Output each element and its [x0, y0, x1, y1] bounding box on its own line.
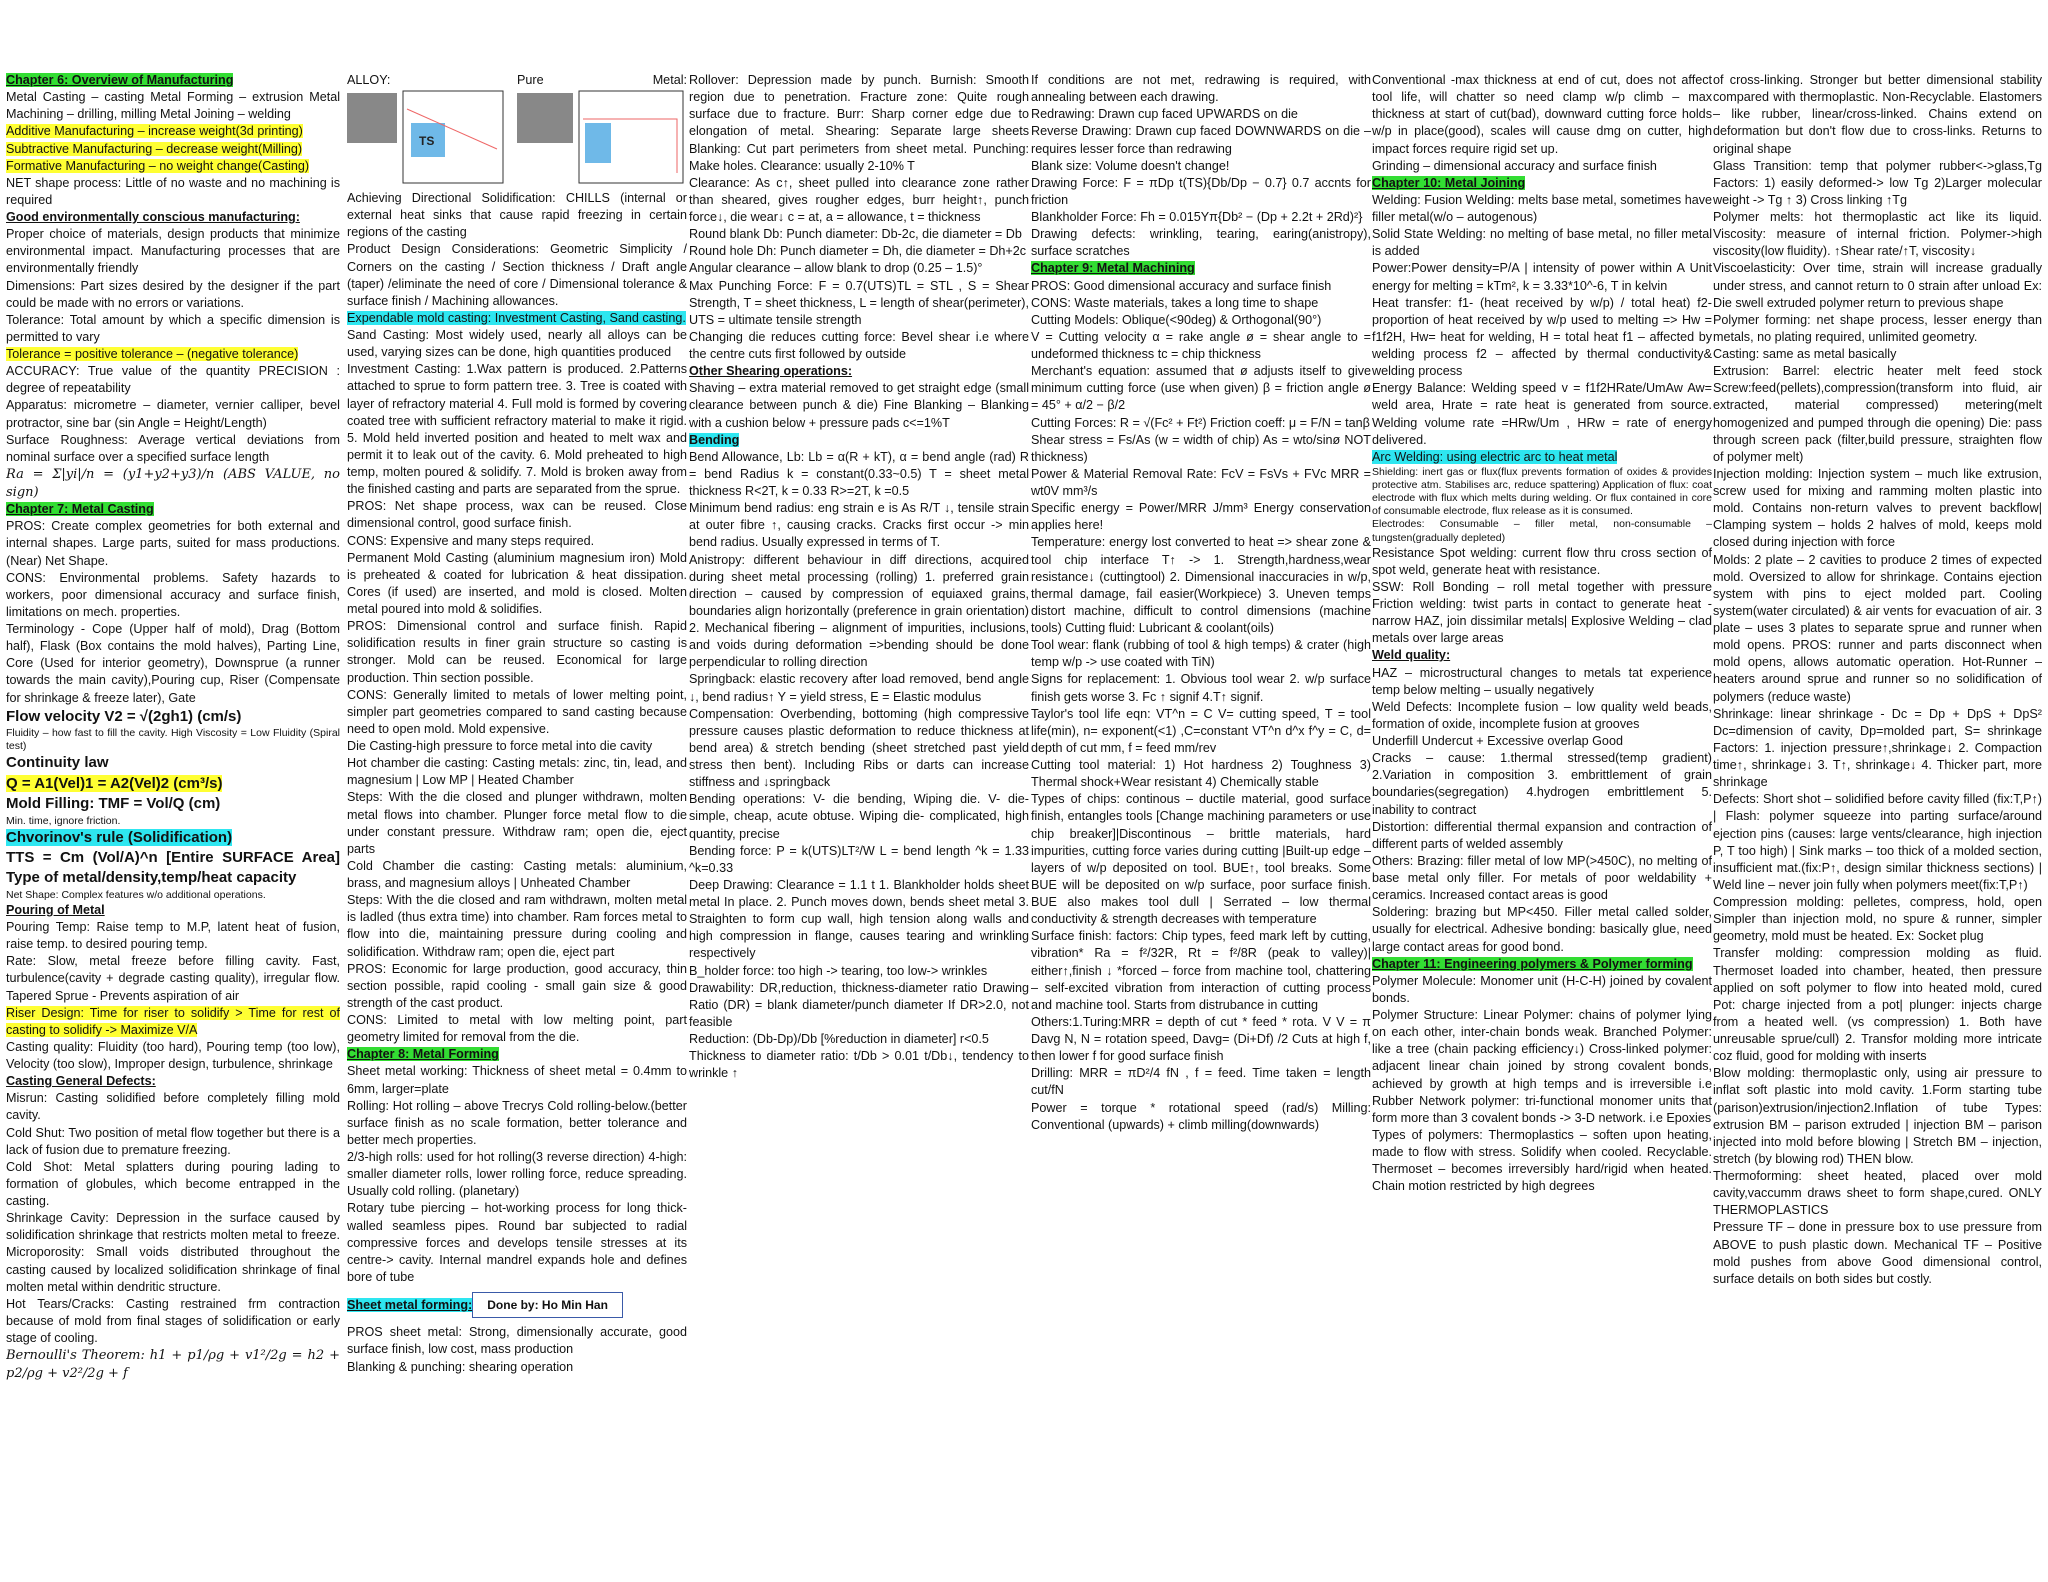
c6-paragraph: Injection molding: Injection system – much like extrusion, screw used for mixing and ramming molten plastic into mold. Contains non-return valves to prevent backflow| Clamping system – holds 2 halves of mold, keeps mold closed during injection with force: [1713, 466, 2042, 550]
c5-paragraph: Power:Power density=P/A | intensity of power within A Unit energy for melting = kTm², k = 3.33*10^-6, T in kelvin: [1372, 261, 1712, 293]
c2-paragraph: Chapter 8: Metal Forming: [347, 1047, 499, 1062]
c3-paragraph: Shaving – extra material removed to get straight edge (small clearance between punch & die) Fine Blanking – Blanking with a cushion below + pressure pads c<=1%T: [689, 381, 1029, 430]
c6-paragraph: Blow molding: thermoplastic only, using air pressure to inflat soft plastic into mold cavity. 1.Form starting tube (parison)extrusion/injection2.Inflation of tube Types: extrusion BM – parison extruded | injection BM – parison injected into mold before blowing | Stretch BM – injection, stretch (by blowing rod) THEN blow.: [1713, 1066, 2042, 1166]
c4-paragraph: Power = torque * rotational speed (rad/s) Milling: Conventional (upwards) + climb milling(downwards): [1031, 1100, 1371, 1132]
c1-paragraph: Good environmentally conscious manufacturing:: [6, 210, 300, 224]
pure-metal-phase-diagram: [517, 89, 687, 189]
c2-paragraph: CONS: Expensive and many steps required.: [347, 533, 595, 548]
c4-paragraph: Drilling: MRR = πD²/4 fN , f = feed. Time taken = length cut/fN: [1031, 1066, 1371, 1098]
c5-paragraph: Soldering: brazing but MP<450. Filler metal called solder, usually for electrical. Adhesive bonding: basically glue, need large contact areas for good bond.: [1372, 905, 1712, 954]
c5-paragraph: Polymer Structure: Linear Polymer: chains of polymer lying on each other, inter-chain bonds weak. Branched Polymer: like a tree (chain packing efficiency↓) Cross-linked polymer: adjacent linear chain joined by strong covalent bonds, achieved by growth at high temps and is irreversible i.e Rubber Network polymer: tri-functional monomer units that form more than 3 covalent bonds -> 3-D network. i.e Epoxies: [1372, 1008, 1712, 1125]
c6-paragraph: Molds: 2 plate – 2 cavities to produce 2 times of expected mold. Oversized to allow for shrinkage. Contains ejection system with pins to eject molded part. Cooling system(water circulated) & air vents for evacuation of air. 3 plate – uses 3 plates to separate sprue and runner when mold opens. PROS: runner and parts disconnect when mold opens, allows automatic operation. Hot-Runner – heaters around sprue and runner so no solidification of polymers (reduce waste): [1713, 552, 2042, 704]
c5-paragraph: Weld quality:: [1372, 648, 1451, 663]
c1-paragraph: PROS: Create complex geometries for both external and internal shapes. Large parts, suited for mass productions. (Near) Net Shape.: [6, 519, 340, 568]
c1-paragraph: Casting quality: Fluidity (too hard), Pouring temp (too low), Velocity (too slow), Improper design, turbulence, shrinkage: [6, 1039, 340, 1072]
c4-paragraph: V = Cutting velocity α = rake angle ø = shear angle to = undeformed thickness tc = chip thickness: [1031, 329, 1371, 361]
c2-paragraph: PROS sheet metal: Strong, dimensionally accurate, good surface finish, low cost, mass production: [347, 1325, 687, 1357]
c3-paragraph: Anistropy: different behaviour in diff directions, acquired during sheet metal processing (rolling) 1. preferred grain direction – caused by compression of equiaxed grains, boundaries align horizontally (preference in grain orientation) 2. Mechanical fibering – alignment of impurities, inclusions, and voids during deformation =>bending should be done perpendicular to rolling direction: [689, 552, 1029, 670]
c2-paragraph: Hot chamber die casting: Casting metals: zinc, tin, lead, and magnesium | Low MP | Heated Chamber: [347, 756, 687, 788]
c4-paragraph: Types of chips: continous – ductile material, good surface finish, entangles tools [Change machining parameters or use chip breaker]|Discontinous – brittle materials, hard impurities, cutting force varies during cutting |Built-up edge – layers of w/p deposited on tool. BUE↑, tool breaks. Some BUE will be deposited on w/p surface, poor surface finish. BUE also makes tool dull | Serrated – low thermal conductivity & strength decreases with temperature: [1031, 792, 1371, 927]
column-5: [1372, 72, 1712, 1582]
c4-paragraph: Temperature: energy lost converted to heat => shear zone & tool chip interface T↑ -> 1. Strength,hardness,wear resistance↓ (cuttingtool) 2. Dimensional inaccuracies in w/p, thermal damage, fail easier(Workpiece) 3. Uneven temps distort machine, difficult to control dimensions (machine tools) Cutting fluid: Lubricant & coolant(oils): [1031, 535, 1371, 635]
c5-paragraph: Cracks – cause: 1.thermal stressed(temp gradient) 2.Variation in composition 3. embrittlement of grain boundaries(segregation) 4.hydrogen embrittlement 5. inability to contract: [1372, 751, 1712, 817]
c6-paragraph: Glass Transition: temp that polymer rubber<->glass,Tg Factors: 1) easily deformed-> low Tg 2)Larger molecular weight -> Tg ↑ 3) Cross linking ↑Tg: [1713, 158, 2042, 207]
c6-paragraph: Thermoforming: sheet heated, placed over mold cavity,vaccumm draws sheet to form shape,cured. ONLY THERMOPLASTICS: [1713, 1169, 2042, 1218]
c5-paragraph: Others: Brazing: filler metal of low MP(>450C), no melting of base metal only filler. For metals of poor weldability + ceramics. Increased contact areas is good: [1372, 853, 1712, 903]
c1-paragraph: Pouring of Metal: [6, 902, 105, 917]
c3-paragraph: Rollover: Depression made by punch. Burnish: Smooth region due to penetration. Fracture zone: Quite rough surface due to fracture. Burr: Sharp corner edge due to elongation of metal. Shearing: Separate large sheets Blanking: Cut part perimeters from sheet metal. Punching: Make holes. Clearance: usually 2-10% T: [689, 73, 1029, 173]
c5-paragraph: Types of polymers: Thermoplastics – soften upon heating, made to flow with stress. Solidify when cooled. Recyclable. Thermoset – becomes irreversibly hard/rigid when heated. Chain motion restricted by high degrees: [1372, 1127, 1712, 1194]
c1-paragraph: Chapter 7: Metal Casting: [6, 502, 154, 517]
c1-paragraph: Proper choice of materials, design products that minimize environmental impact. Manufacturing processes that are environmentally friendly: [6, 227, 340, 276]
c2-paragraph: Sand Casting: Most widely used, nearly all alloys can be used, varying sizes can be done, high quantities produced: [347, 328, 687, 360]
c1-paragraph: Pouring Temp: Raise temp to M.P, latent heat of fusion, raise temp. to desired pouring temp.: [6, 920, 340, 952]
c1-paragraph: Shrinkage Cavity: Depression in the surface caused by solidification shrinkage that restricts molten metal to freeze. Microporosity: Small voids distributed throughout the casting caused by localized solidification shrinkage of final molten metal within dendritic structure.: [6, 1211, 340, 1294]
c4-paragraph: Merchant's equation: assumed that ø adjusts itself to give minimum cutting force (use when given) β = friction angle ø = 45° + α/2 − β/2: [1031, 364, 1371, 413]
c3-paragraph: Max Punching Force: F = 0.7(UTS)TL = STL , S = Shear Strength, T = sheet thickness, L = length of shear(perimeter), UTS = ultimate tensile strength: [689, 278, 1029, 327]
c1-paragraph: NET shape process: Little of no waste and no machining is required: [6, 175, 340, 207]
c2-paragraph: Cold Chamber die casting: Casting metals: aluminium, brass, and magnesium alloys | Unheated Chamber: [347, 858, 687, 890]
c1-paragraph: Subtractive Manufacturing – decrease weight(Milling): [6, 141, 303, 156]
c5-paragraph: Resistance Spot welding: current flow thru cross section of spot weld, generate heat with resistance.: [1372, 545, 1712, 577]
c4-paragraph: CONS: Waste materials, takes a long time to shape: [1031, 295, 1319, 310]
c3-paragraph: Reduction: (Db-Dp)/Db [%reduction in diameter] r<0.5: [689, 1032, 989, 1046]
alloy-phase-diagram: [347, 89, 507, 189]
c5-paragraph: SSW: Roll Bonding – roll metal together with pressure Friction welding: twist parts in contact to generate heat - narrow HAZ, join dissimilar metals| Explosive Welding – clad metals over large areas: [1372, 579, 1712, 646]
c1-paragraph: Metal Casting – casting Metal Forming – extrusion Metal Machining – drilling, milling Metal Joining – welding: [6, 90, 340, 122]
c1-paragraph: Misrun: Casting solidified before completely filling mold cavity.: [6, 1091, 340, 1123]
column-1: [6, 72, 340, 1582]
c1-paragraph: Dimensions: Part sizes desired by the designer if the part could be made with no errors or variations.: [6, 278, 340, 310]
c4-paragraph: Drawing defects: wrinkling, tearing, earing(anistropy), surface scratches: [1031, 227, 1371, 259]
c2-paragraph: Sheet metal forming:: [347, 1298, 473, 1312]
c4-paragraph: Cutting Models: Oblique(<90deg) & Orthogonal(90°): [1031, 312, 1322, 327]
c4-paragraph: Surface finish: factors: Chip types, feed mark left by cutting, vibration* Ra = f²/32R, Rt = f²/8R (peak to valley)| either↑,finish ↓ *forced – force from machine tool, chattering – self-excited vibration from interaction of cutting process and machine tool. Starts from distrubance in cutting: [1031, 929, 1371, 1012]
c4-paragraph: Redrawing: Drawn cup faced UPWARDS on die: [1031, 107, 1298, 122]
c2-paragraph: Steps: With the die closed and ram withdrawn, molten metal is ladled (thus extra time) into chamber. Ram forces metal to flow into die, maintaining pressure during cooling and solidification. Withdraw ram; open die, eject part: [347, 893, 687, 959]
c2-paragraph: Steps: With the die closed and plunger withdrawn, molten metal flows into chamber. Plunger force metal flow to die under constant pressure. Withdraw ram; open die, eject parts: [347, 790, 687, 856]
c2-paragraph: PROS: Net shape process, wax can be reused. Close dimensional control, good surface finish.: [347, 499, 687, 531]
c1-paragraph: TTS = Cm (Vol/A)^n [Entire SURFACE Area] Type of metal/density,temp/heat capacity: [6, 849, 340, 887]
c6-paragraph: Extrusion: Barrel: electric heater melt feed stock Screw:feed(pellets),compression(transform into fluid, air extracted, material compressed) metering(melt homogenized and pumped through die opening) Die: pass through screen pack (filter,build pressure, straighten flow of polymer melt): [1713, 364, 2042, 464]
c1-paragraph: Apparatus: micrometre – diameter, vernier calliper, bevel protractor, sine bar (sin Angle = Height/Length): [6, 398, 340, 430]
column-3: [689, 72, 1029, 1582]
c2-paragraph: Rotary tube piercing – hot-working process for long thick-walled seamless pipes. Round bar subjected to radial compressive forces and develops tensile stresses at its centre-> cavity. Internal mandrel expands hole and defines bore of tube: [347, 1201, 687, 1284]
c3-paragraph: B_holder force: too high -> tearing, too low-> wrinkles: [689, 963, 988, 978]
c5-paragraph: Arc Welding: using electric arc to heat metal: [1372, 449, 1618, 464]
c5-paragraph: HAZ – microstructural changes to metals tat experience temp below melting – usually negatively: [1372, 665, 1712, 697]
c1-paragraph: Chvorinov's rule (Solidification): [6, 828, 233, 846]
c1-paragraph: Surface Roughness: Average vertical deviations from nominal surface over a specified surface length: [6, 432, 340, 464]
c4-paragraph: If conditions are not met, redrawing is required, with annealing between each drawing.: [1031, 73, 1371, 105]
c2-paragraph: Product Design Considerations: Geometric Simplicity / Corners on the casting / Section thickness / Draft angle (taper) /eliminate the need of core / Dimensional tolerance & surface finish / Machining allowances.: [347, 242, 687, 308]
c5-paragraph: Welding: Fusion Welding: melts base metal, sometimes have filler metal(w/o – autogenous): [1372, 192, 1712, 224]
c2-paragraph: Sheet metal working: Thickness of sheet metal = 0.4mm to 6mm, larger=plate: [347, 1064, 687, 1096]
c3-paragraph: Angular clearance – allow blank to drop (0.25 – 1.5)°: [689, 261, 983, 276]
c4-paragraph: Cutting Forces: R = √(Fc² + Ft²) Friction coeff: μ = F/N = tanβ: [1031, 415, 1370, 430]
c1-paragraph: Formative Manufacturing – no weight change(Casting): [6, 158, 310, 173]
c5-paragraph: Polymer Molecule: Monomer unit (H-C-H) joined by covalent bonds.: [1372, 973, 1712, 1005]
c4-paragraph: Signs for replacement: 1. Obvious tool wear 2. w/p surface finish gets worse 3. Fc ↑ signif 4.T↑ signif.: [1031, 672, 1371, 704]
c3-paragraph: Other Shearing operations:: [689, 364, 853, 379]
alloy-label: ALLOY:: [347, 73, 391, 87]
c1-paragraph: Q = A1(Vel)1 = A2(Vel)2 (cm³/s): [6, 774, 223, 792]
c5-paragraph: Underfill Undercut + Excessive overlap Good: [1372, 734, 1623, 748]
c3-paragraph: Compensation: Overbending, bottoming (high compressive pressure causes plastic deformation to reduce thickness at bend area) & stretch bending (sheet stretched past yield stress then bent). Including Ribs or darts can increase stiffness and ↓springback: [689, 706, 1029, 790]
c1-paragraph: Continuity law: [6, 754, 109, 772]
c3-paragraph: Minimum bend radius: eng strain e is As R/T ↓, tensile strain at outer fibre ↑, causing cracks. Cracks first occur -> min bend radius. Usually expressed in terms of T.: [689, 501, 1029, 550]
c6-paragraph: Polymer melts: hot thermoplastic act like its liquid. Viscosity: measure of internal friction. Polymer->high viscosity(low fluidity). ↑Shear rate/↑T, viscosity↓: [1713, 210, 2042, 259]
c1-paragraph: Min. time, ignore friction.: [6, 814, 121, 827]
c3-paragraph: Bending operations: V- die bending, Wiping die. V- die- simple, cheap, acute obtuse. Wiping die- complicated, high quantity, precise: [689, 792, 1029, 841]
c4-paragraph: Specific energy = Power/MRR J/mm³ Energy conservation applies here!: [1031, 501, 1371, 533]
c5-paragraph: Conventional -max thickness at end of cut, does not affect tool life, will chatter so need clamp w/p climb – max thickness at start of cut(bad), downward cutting force holds w/p in place(good), scales will cause dmg on cutter, high impact forces require rigid set up.: [1372, 73, 1712, 156]
phase-diagram-figures: [347, 72, 687, 190]
c3-paragraph: Bend Allowance, Lb: Lb = α(R + kT), α = bend angle (rad) R = bend Radius k = constant(0.33~0.5) T = sheet metal thickness R<2T, k = 0.33 R>=2T, k =0.5: [689, 449, 1029, 498]
column-2-text: [347, 190, 687, 1376]
column-6: [1713, 72, 2042, 1582]
c1-paragraph: Hot Tears/Cracks: Casting restrained frm contraction because of mold from final stages of solidification or early stage of cooling.: [6, 1296, 340, 1346]
c1-paragraph: ACCURACY: True value of the quantity PRECISION : degree of repeatability: [6, 364, 340, 396]
c1-paragraph: Cold Shot: Metal splatters during pouring lading to formation of globules, which become entrapped in the casting.: [6, 1159, 340, 1209]
c3-paragraph: Deep Drawing: Clearance = 1.1 t 1. Blankholder holds sheet metal In place. 2. Punch moves down, bends sheet metal 3. Straighten to form cup wall, high tension along walls and high compression in flange, causes tearing and wrinkling respectively: [689, 877, 1029, 961]
alloy-figure: [347, 72, 507, 194]
c5-paragraph: Heat transfer: f1- (heat received by w/p) / total heat) f2- proportion of heat received by w/p used to melting => Hw = f1f2H, Hw= heat for welding, H = total heat f1 – affected by welding process f2 – affected by thermal conductivity& welding process: [1372, 295, 1712, 379]
c5-paragraph: Chapter 11: Engineering polymers & Polymer forming: [1372, 956, 1693, 971]
c2-paragraph: Achieving Directional Solidification: CHILLS (internal or external heat sinks that cause rapid freezing in certain regions of the casting: [347, 191, 687, 240]
c6-paragraph: Casting: same as metal basically: [1713, 347, 1897, 361]
c1-paragraph: CONS: Environmental problems. Safety hazards to workers, poor dimensional accuracy and surface finish, limitations on mech. properties.: [6, 570, 340, 619]
column-2: [347, 72, 687, 1582]
c5-paragraph: Grinding – dimensional accuracy and surface finish: [1372, 158, 1657, 173]
c1-paragraph: Mold Filling: TMF = Vol/Q (cm): [6, 795, 221, 813]
c1-paragraph: Net Shape: Complex features w/o additional operations.: [6, 888, 266, 901]
c2-paragraph: 2/3-high rolls: used for hot rolling(3 reverse direction) 4-high: smaller diameter rolls, lower rolling force, reduce spreading. Usually cold rolling. (planetary): [347, 1150, 687, 1199]
c6-paragraph: of cross-linking. Stronger but better dimensional stability compared with thermoplastic. Non-Recyclable. Elastomers – like rubber, linear/cross-linked. Chains extend on deformation but don't flow due to cross-links. Returns to original shape: [1713, 73, 2042, 156]
c6-paragraph: Transfer molding: compression molding as fluid. Thermoset loaded into chamber, heated, then pressure applied on soft polymer to flow into heated mold, cured Pot: charge injected from a pot| plunger: injects charge from a heated well. (vs compression) 1. Both have unreusable sprue/cull) 2. Transfor molding more intricate coz fluid, good for molding with inserts: [1713, 946, 2042, 1064]
c4-paragraph: Cutting tool material: 1) Hot hardness 2) Toughness 3) Thermal shock+Wear resistant 4) Chemically stable: [1031, 758, 1371, 790]
c4-paragraph: Others:1.Turing:MRR = depth of cut * feed * rota. V V = π Davg N, N = rotation speed, Davg= (Di+Df) /2 Cuts at high f, then lower f for good surface finish: [1031, 1014, 1371, 1064]
c1-paragraph: Rate: Slow, metal freeze before filling cavity. Fast, turbulence(cavity + degrade casting quality), irregular flow. Tapered Sprue - Prevents aspiration of air: [6, 954, 340, 1003]
c1-paragraph: Flow velocity V2 = √(2gh1) (cm/s): [6, 707, 242, 725]
c5-paragraph: Chapter 10: Metal Joining: [1372, 175, 1526, 190]
c1-paragraph: Tolerance: Total amount by which a specific dimension is permitted to vary: [6, 312, 340, 344]
c6-paragraph: Viscoelasticity: Over time, strain will increase gradually under stress, and cannot return to 0 strain after unload Ex: Die swell extruded polymer return to previous shape: [1713, 261, 2042, 310]
pure-metal-label: Pure Metal:: [517, 73, 687, 87]
c2-paragraph: CONS: Limited to metal with low melting point, part geometry limited for removal from the die.: [347, 1013, 687, 1045]
c6-paragraph: Polymer forming: net shape process, lesser energy than metals, no plating required, unlimited geometry.: [1713, 312, 2042, 344]
c4-paragraph: Taylor's tool life eqn: VT^n = C V= cutting speed, T = tool life(min), n= exponent(<1) ,C=constant VT^n d^x f^y = C, d= depth of cut mm, f = feed mm/rev: [1031, 706, 1371, 755]
c6-paragraph: Compression molding: pelletes, compress, hold, open Simpler than injection mold, no spure & runner, simpler geometry, mold must be heated. Ex: Socket plug: [1713, 895, 2042, 944]
c4-paragraph: Power & Material Removal Rate: FcV = FsVs + FVc MRR = wt0V mm³/s: [1031, 466, 1371, 498]
c1-paragraph: Tolerance = positive tolerance – (negative tolerance): [6, 347, 299, 361]
c6-paragraph: Defects: Short shot – solidified before cavity filled (fix:T,P↑) | Flash: polymer squeeze into parting surface/around ejection pins (causes: large vents/clearance, high injection P, T too high) | Sink marks – too thick of a molded section, insufficient mat.(fix:P↑, design similar thickness sections) | Weld line – never join fully when polymers meet(fix:T,P↑): [1713, 792, 2042, 892]
pure-metal-figure: [517, 72, 687, 194]
c2-paragraph: Blanking & punching: shearing operation: [347, 1359, 574, 1374]
c1-paragraph: Bernoulli's Theorem: h1 + p1/ρg + v1²/2g = h2 + p2/ρg + v2²/2g + f: [6, 1348, 340, 1381]
c2-paragraph: Rolling: Hot rolling – above Trecrys Cold rolling-below.(better surface finish as no scale formation, better tolerance and better mech properties.: [347, 1098, 687, 1147]
c3-paragraph: Springback: elastic recovery after load removed, bend angle ↓, bend radius↑ Y = yield stress, E = Elastic modulus: [689, 672, 1029, 704]
c6-paragraph: Pressure TF – done in pressure box to use pressure from ABOVE to push plastic down. Mechanical TF – Positive mold pushes from above Good dimensional control, surface details on both sides but costly.: [1713, 1220, 2042, 1286]
c3-paragraph: Drawability: DR,reduction, thickness-diameter ratio Drawing Ratio (DR) = blank diameter/punch diameter If DR>2.0, not feasible: [689, 980, 1029, 1029]
svg-text:TS: TS: [419, 134, 435, 149]
c5-paragraph: Weld Defects: Incomplete fusion – low quality weld beads, formation of oxide, incomplete fusion at grooves: [1372, 699, 1712, 731]
c3-paragraph: Changing die reduces cutting force: Bevel shear i.e where the centre cuts first followed by outside: [689, 329, 1029, 361]
c3-paragraph: Bending force: P = k(UTS)LT²/W L = bend length ^k = 1.33 ^k=0.33: [689, 843, 1029, 875]
c4-paragraph: Chapter 9: Metal Machining: [1031, 261, 1195, 276]
c4-paragraph: Blankholder Force: Fh = 0.015Yπ{Db² − (Dp + 2.2t + 2Rd)²}: [1031, 210, 1363, 224]
c1-paragraph: Chapter 6: Overview of Manufacturing: [6, 73, 234, 87]
c2-paragraph: PROS: Economic for large production, good accuracy, thin section possible, rapid cooling - small gain size & good strength of the cast product.: [347, 961, 687, 1010]
c2-paragraph: Expendable mold casting: Investment Casting, Sand casting.: [347, 310, 686, 325]
c2-paragraph: Permanent Mold Casting (aluminium magnesium iron) Mold is preheated & coated for lubrication & heat dissipation. Cores (if used) are inserted, and mold is closed. Molten metal poured into mold & solidifies.: [347, 550, 687, 616]
c1-paragraph: Cold Shut: Two position of metal flow together but there is a lack of fusion due to premature freezing.: [6, 1125, 340, 1157]
c3-paragraph: Round hole Dh: Punch diameter = Dh, die diameter = Dh+2c: [689, 244, 1027, 259]
c6-paragraph: Shrinkage: linear shrinkage - Dc = Dp + DpS + DpS² Dc=dimension of cavity, Dp=molded part, S= shrinkage Factors: 1. injection pressure↑,shrinkage↓ 2. Compaction time↑, shrinkage↓ 3. T↑, shrinkage↓ 4. Thicker part, more shrinkage: [1713, 706, 2042, 790]
column-4: [1031, 72, 1371, 1582]
c5-paragraph: Electrodes: Consumable – filler metal, non-consumable – tungsten(gradually depleted): [1372, 518, 1712, 544]
c2-paragraph: PROS: Dimensional control and surface finish. Rapid solidification results in finer grain structure so casting is stronger. Mold can be reused. Economical for large production. Thin section possible.: [347, 619, 687, 685]
author-credit-box: Done by: Ho Min Han: [472, 1292, 623, 1318]
c1-paragraph: Riser Design: Time for riser to solidify > Time for rest of casting to solidify -> Maximize V/A: [6, 1005, 340, 1037]
c5-paragraph: Shielding: inert gas or flux(flux prevents formation of oxides & provides protective atm. Stabilises arc, reduce spattering) Application of flux: coat electrode with flux which melts during welding. Or flux contained in core of consumable electrode, flux release as it is consumed.: [1372, 465, 1712, 518]
c1-paragraph: Fluidity – how fast to fill the cavity. High Viscosity = Low Fluidity (Spiral test): [6, 727, 340, 753]
c5-paragraph: Solid State Welding: no melting of base metal, no filler metal is added: [1372, 227, 1712, 259]
c3-paragraph: Round blank Db: Punch diameter: Db-2c, die diameter = Db: [689, 227, 1022, 242]
c4-paragraph: PROS: Good dimensional accuracy and surface finish: [1031, 278, 1332, 293]
c4-paragraph: Blank size: Volume doesn't change!: [1031, 158, 1230, 173]
c2-paragraph: Investment Casting: 1.Wax pattern is produced. 2.Patterns attached to sprue to form pattern tree. 3. Tree is coated with layer of refractory material 4. Full mold is formed by covering coated tree with sufficient refractory material to make it rigid. 5. Mold held inverted position and heated to melt wax and permit it to leak out of the cavity. 6. Mold preheated to high temp, molten poured & solidify. 7. Mold is broken away from the finished casting and parts are separated from the sprue.: [347, 362, 687, 497]
c4-paragraph: Shear stress = Fs/As (w = width of chip) As = wto/sinø NOT thickness): [1031, 432, 1371, 464]
c1-paragraph: Casting General Defects:: [6, 1074, 156, 1089]
c1-paragraph: Terminology - Cope (Upper half of mold), Drag (Bottom half), Flask (Box contains the mold halves), Parting Line, Core (Used for interior geometry), Downsprue (a runner towards the main cavity),Pouring cup, Riser (Compensate for shrinkage & freeze later), Gate: [6, 622, 340, 705]
c4-paragraph: Reverse Drawing: Drawn cup faced DOWNWARDS on die – requires lesser force than redrawing: [1031, 124, 1371, 156]
c5-paragraph: Distortion: differential thermal expansion and contraction of different parts of welded assembly: [1372, 819, 1712, 851]
c1-paragraph: Additive Manufacturing – increase weight(3d printing): [6, 124, 303, 139]
c3-paragraph: Bending: [689, 432, 740, 447]
c4-paragraph: Tool wear: flank (rubbing of tool & high temps) & crater (high temp w/p -> use coated with TiN): [1031, 638, 1371, 670]
c2-paragraph: Die Casting-high pressure to force metal into die cavity: [347, 739, 653, 753]
c5-paragraph: Energy Balance: Welding speed v = f1f2HRate/UmAw Aw= weld area, Hrate = rate heat is generated from source. Welding volume rate =HRw/Um , HRw = rate of energy delivered.: [1372, 381, 1712, 447]
c4-paragraph: Drawing Force: F = πDp t(TS){Db/Dp − 0.7} 0.7 accnts for friction: [1031, 175, 1371, 207]
c1-paragraph: Ra = Σ|yi|/n = (y1+y2+y3)/n (ABS VALUE, no sign): [6, 466, 340, 500]
cheat-sheet: [0, 72, 2048, 1582]
c3-paragraph: Clearance: As c↑, sheet pulled into clearance zone rather than sheared, gives rougher edges, burr height↑, punch force↓, die wear↓ c = at, a = allowance, t = thickness: [689, 175, 1029, 224]
c2-paragraph: CONS: Generally limited to metals of lower melting point, simpler part geometries compared to sand casting because need to open mold. Mold expensive.: [347, 687, 687, 736]
c3-paragraph: Thickness to diameter ratio: t/Db > 0.01 t/Db↓, tendency to wrinkle ↑: [689, 1049, 1029, 1081]
